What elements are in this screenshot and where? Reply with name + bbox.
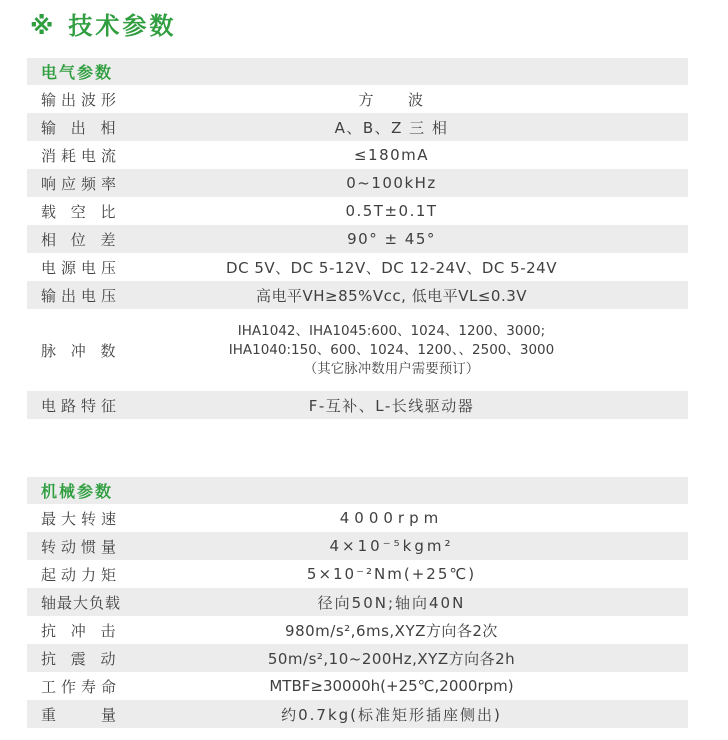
electrical-section <box>27 58 688 419</box>
param-label: 抗 冲 击 <box>41 621 121 640</box>
section-title: 机械参数 <box>41 482 114 501</box>
pulse-line: IHA1042、IHA1045:600、1024、1200、3000; <box>237 322 546 339</box>
table-row <box>27 169 688 197</box>
param-value: A、B、Z 三 相 <box>334 118 449 137</box>
param-label: 电路特征 <box>41 396 122 415</box>
section-title: 电气参数 <box>41 63 114 82</box>
table-row <box>27 391 688 419</box>
param-value: 约0.7kg(标准矩形插座侧出) <box>281 705 502 724</box>
param-value: 径向50N;轴向40N <box>317 593 466 612</box>
reference-mark-icon: ※ <box>30 12 57 40</box>
param-label: 脉 冲 数 <box>41 341 121 360</box>
table-row <box>27 141 688 169</box>
param-value: 980m/s²,6ms,XYZ方向各2次 <box>285 621 498 640</box>
table-row <box>27 281 688 309</box>
param-value: 0.5T±0.1T <box>345 202 438 220</box>
mechanical-section <box>27 477 688 728</box>
param-label: 工作寿命 <box>41 677 122 696</box>
param-value: 50m/s²,10~200Hz,XYZ方向各2h <box>267 649 516 668</box>
table-row <box>27 588 688 616</box>
table-row <box>27 644 688 672</box>
param-label: 电源电压 <box>41 258 122 277</box>
param-value: 高电平VH≥85%Vcc, 低电平VL≤0.3V <box>255 286 528 305</box>
param-label: 输 出 相 <box>41 118 121 137</box>
page-title <box>30 6 176 46</box>
table-row <box>27 309 688 391</box>
param-value: 4000rpm <box>339 509 444 527</box>
table-row <box>27 532 688 560</box>
pulse-line: IHA1040:150、600、1024、1200、、2500、3000 <box>228 341 555 358</box>
table-row <box>27 85 688 113</box>
param-value: 4×10⁻⁵kgm² <box>329 537 454 555</box>
param-value: 90° ± 45° <box>347 230 436 248</box>
table-row <box>27 225 688 253</box>
param-label: 轴最大负载 <box>41 593 122 612</box>
table-row <box>27 197 688 225</box>
table-row <box>27 700 688 728</box>
param-value: 方 波 <box>358 90 425 109</box>
param-label: 相 位 差 <box>41 230 121 249</box>
table-row <box>27 504 688 532</box>
table-row <box>27 253 688 281</box>
section-header <box>27 477 688 504</box>
pulse-note: （其它脉冲数用户需要预订） <box>303 360 480 377</box>
param-value: 5×10⁻²Nm(+25℃) <box>306 565 477 583</box>
param-label: 起动力矩 <box>41 565 122 584</box>
param-label: 载 空 比 <box>41 202 121 221</box>
param-label: 转动惯量 <box>41 537 122 556</box>
table-row <box>27 616 688 644</box>
param-label: 输出波形 <box>41 90 122 109</box>
param-value: 0~100kHz <box>346 174 437 192</box>
param-label: 输出电压 <box>41 286 122 305</box>
table-row <box>27 560 688 588</box>
param-value: MTBF≥30000h(+25℃,2000rpm) <box>269 677 514 695</box>
pulse-count-values <box>145 322 688 379</box>
param-label: 抗 震 动 <box>41 649 121 668</box>
param-label: 最大转速 <box>41 509 122 528</box>
section-header <box>27 58 688 85</box>
table-row <box>27 672 688 700</box>
page-title-text: 技术参数 <box>68 12 177 40</box>
param-label: 响应频率 <box>41 174 122 193</box>
param-value: DC 5V、DC 5-12V、DC 12-24V、DC 5-24V <box>226 258 557 277</box>
param-value: F-互补、L-长线驱动器 <box>308 396 475 415</box>
param-value: ≤180mA <box>353 146 430 164</box>
table-row <box>27 113 688 141</box>
param-label: 重 量 <box>41 705 122 724</box>
param-label: 消耗电流 <box>41 146 122 165</box>
